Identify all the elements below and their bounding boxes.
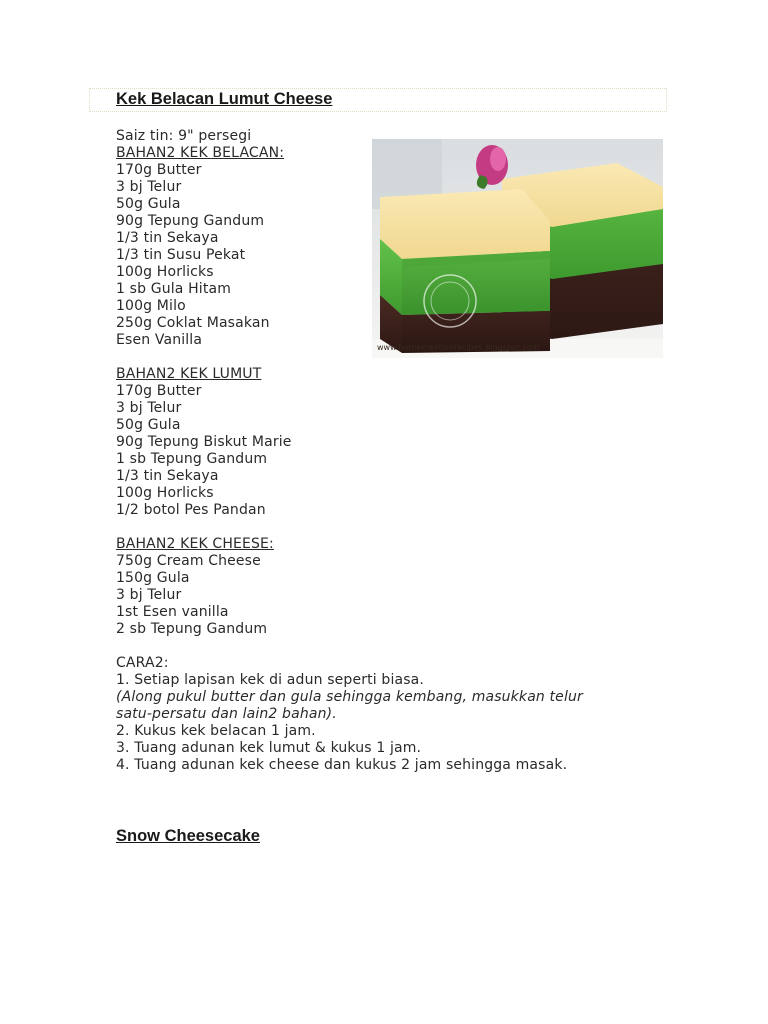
lumut-ingredient: 170g Butter	[116, 383, 202, 399]
method-heading: CARA2:	[116, 655, 169, 671]
method-step: 1. Setiap lapisan kek di adun seperti biasa.	[116, 672, 424, 688]
cake-illustration	[372, 139, 663, 358]
lumut-ingredient: 3 bj Telur	[116, 400, 182, 416]
pan-size: Saiz tin: 9" persegi	[116, 128, 252, 144]
lumut-ingredient: 90g Tepung Biskut Marie	[116, 434, 292, 450]
method-step: 2. Kukus kek belacan 1 jam.	[116, 723, 316, 739]
image-caption: www.homekreationrecipes.blogspot.com	[377, 343, 540, 352]
cake-photo	[372, 139, 663, 358]
method-step: 3. Tuang adunan kek lumut & kukus 1 jam.	[116, 740, 422, 756]
belacan-ingredient: 250g Coklat Masakan	[116, 315, 270, 331]
belacan-ingredient: 100g Horlicks	[116, 264, 214, 280]
lumut-heading: BAHAN2 KEK LUMUT	[116, 366, 262, 382]
next-recipe-title: Snow Cheesecake	[116, 827, 260, 845]
belacan-ingredient: 100g Milo	[116, 298, 186, 314]
method-note: (Along pukul butter dan gula sehingga kembang, masukkan telur	[116, 689, 583, 705]
spacer	[116, 638, 656, 655]
lumut-ingredient: 1/2 botol Pes Pandan	[116, 502, 266, 518]
lumut-ingredient: 1 sb Tepung Gandum	[116, 451, 268, 467]
lumut-ingredient: 100g Horlicks	[116, 485, 214, 501]
recipe-title: Kek Belacan Lumut Cheese	[116, 90, 333, 108]
belacan-ingredient: 170g Butter	[116, 162, 202, 178]
cheese-ingredient: 2 sb Tepung Gandum	[116, 621, 268, 637]
cheese-heading: BAHAN2 KEK CHEESE:	[116, 536, 274, 552]
method-step: 4. Tuang adunan kek cheese dan kukus 2 jam sehingga masak.	[116, 757, 568, 773]
method-note: satu-persatu dan lain2 bahan).	[116, 706, 337, 722]
belacan-ingredient: 1/3 tin Sekaya	[116, 230, 219, 246]
cheese-ingredient: 750g Cream Cheese	[116, 553, 261, 569]
belacan-ingredient: 3 bj Telur	[116, 179, 182, 195]
belacan-ingredient: 50g Gula	[116, 196, 181, 212]
cheese-ingredient: 150g Gula	[116, 570, 190, 586]
lumut-ingredient: 50g Gula	[116, 417, 181, 433]
cheese-ingredient: 3 bj Telur	[116, 587, 182, 603]
belacan-ingredient: 1 sb Gula Hitam	[116, 281, 232, 297]
cheese-ingredient: 1st Esen vanilla	[116, 604, 229, 620]
lumut-ingredient: 1/3 tin Sekaya	[116, 468, 219, 484]
belacan-ingredient: 1/3 tin Susu Pekat	[116, 247, 246, 263]
belacan-ingredient: Esen Vanilla	[116, 332, 203, 348]
spacer	[116, 519, 656, 536]
belacan-ingredient: 90g Tepung Gandum	[116, 213, 265, 229]
belacan-heading: BAHAN2 KEK BELACAN:	[116, 145, 285, 161]
